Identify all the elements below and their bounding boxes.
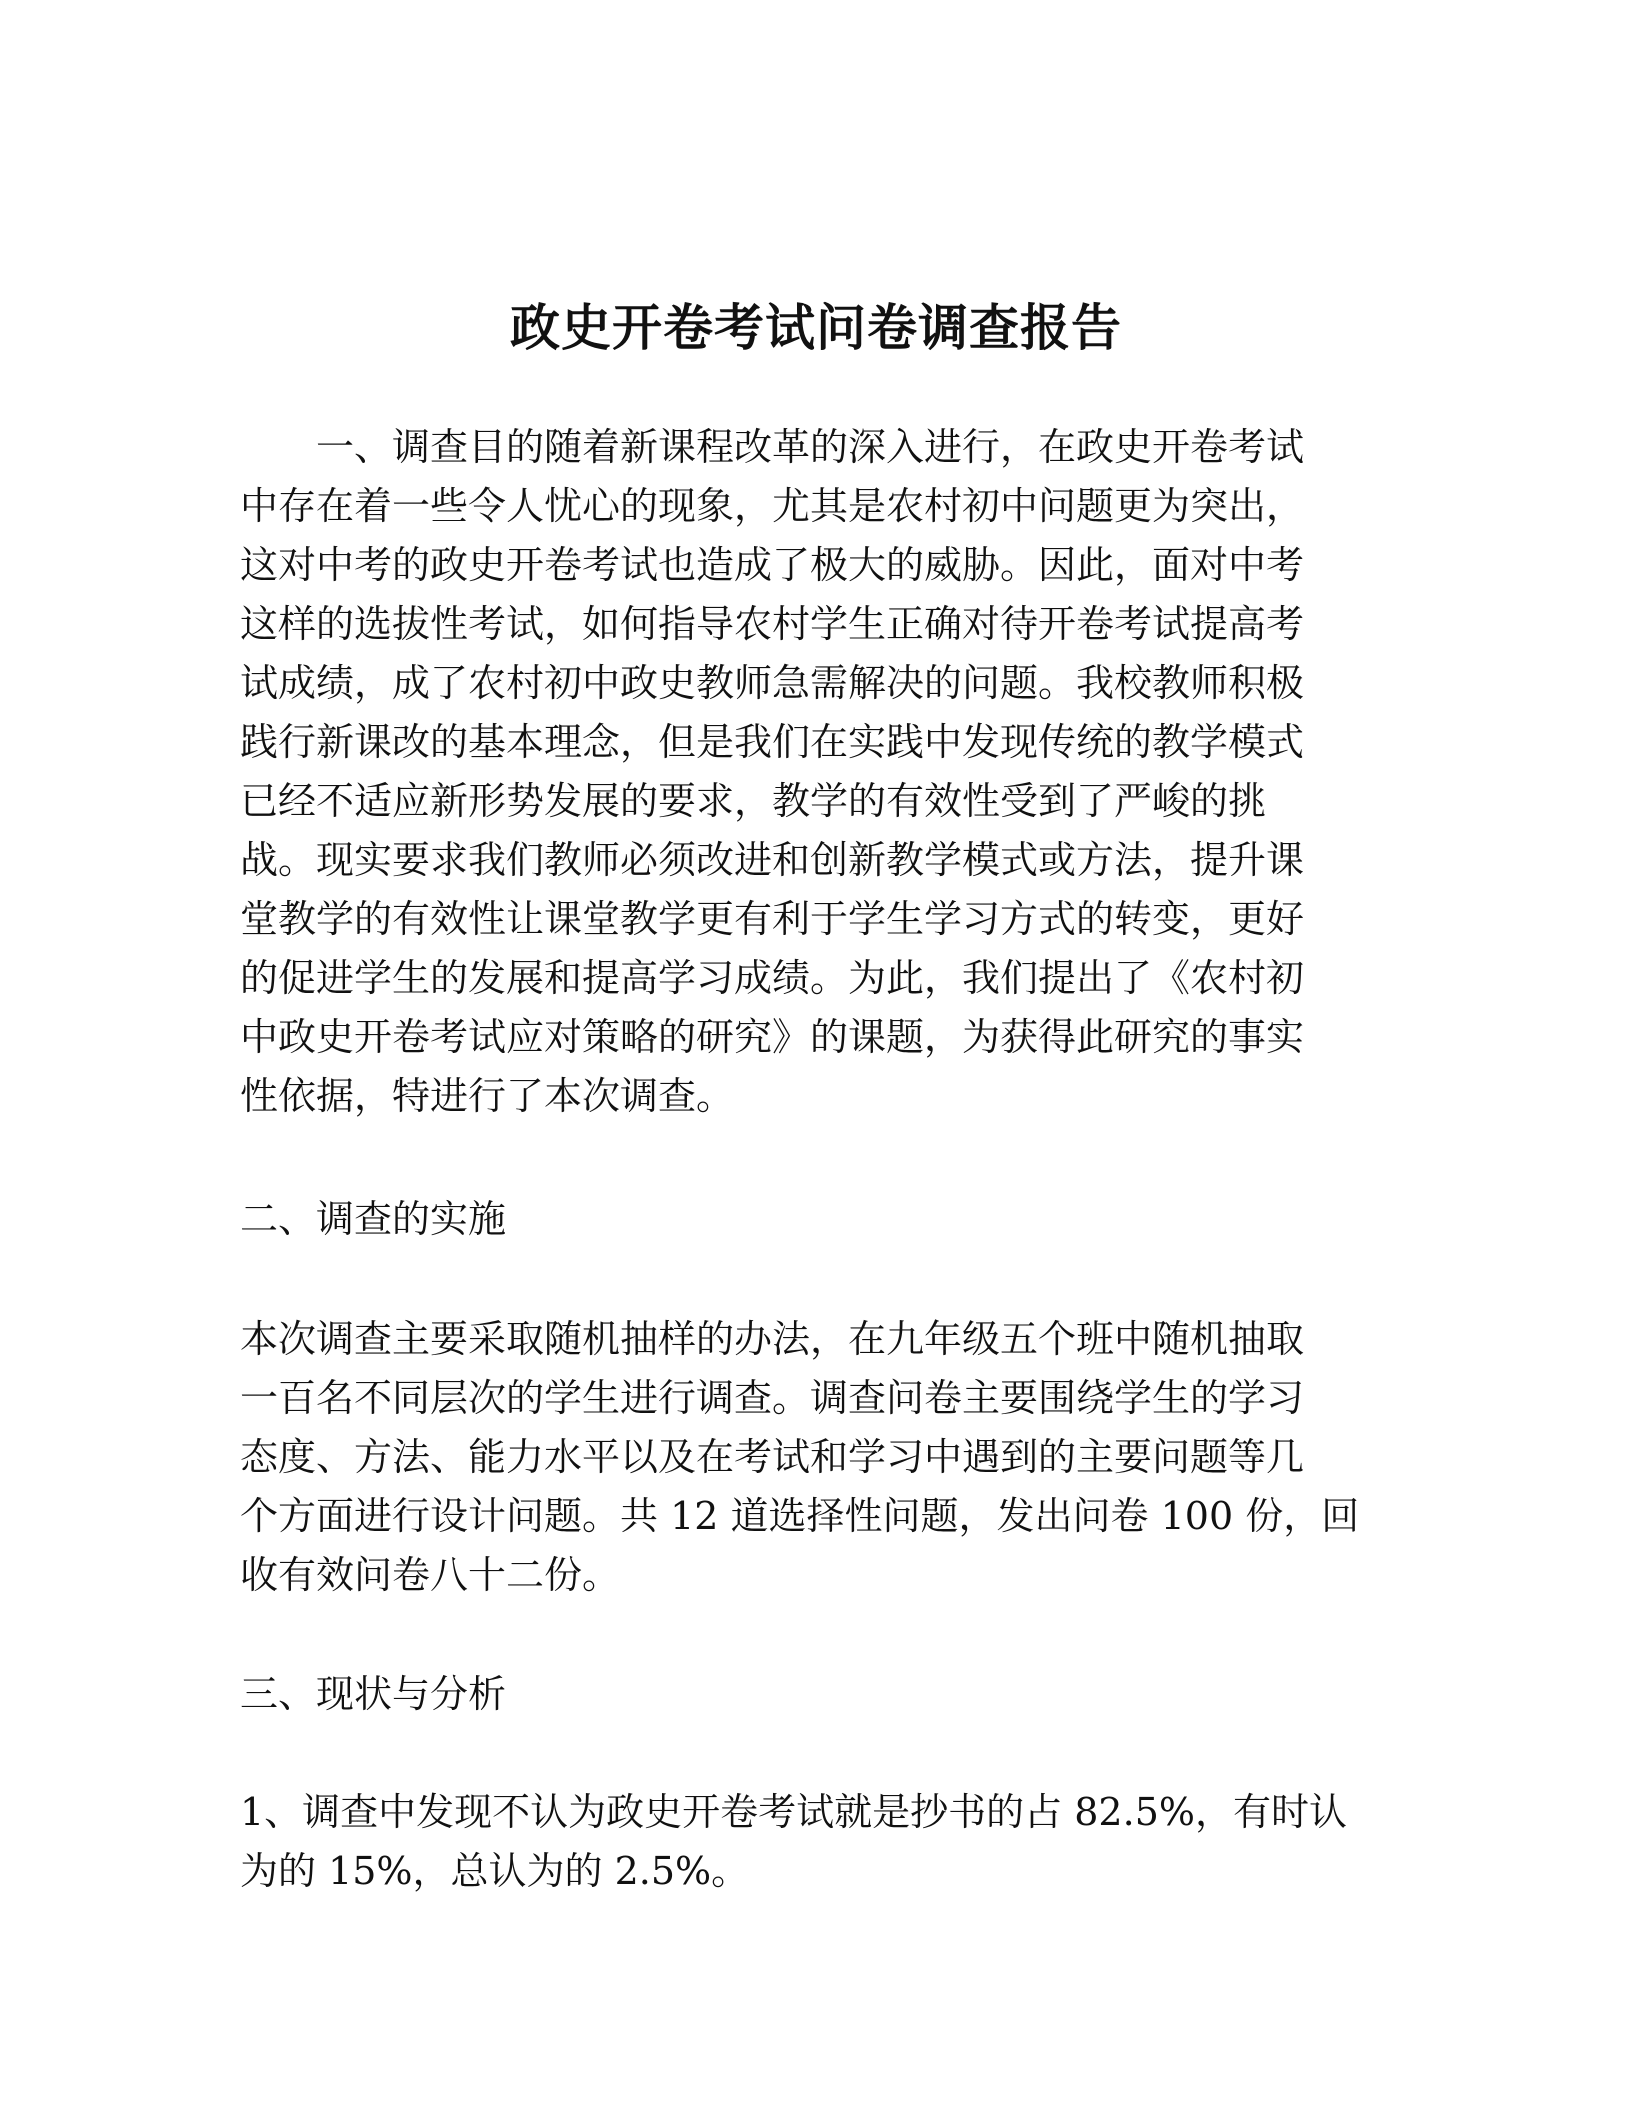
text-line: 收有效问卷八十二份。 bbox=[240, 1553, 621, 1597]
text-line: 中存在着一些令人忧心的现象，尤其是农村初中问题更为突出， bbox=[240, 484, 1305, 528]
section-implementation-paragraph bbox=[240, 1310, 1390, 1605]
text-line: 1、调查中发现不认为政史开卷考试就是抄书的占 82.5%，有时认 bbox=[240, 1790, 1347, 1834]
text-line: 一、调查目的随着新课程改革的深入进行，在政史开卷考试 bbox=[240, 425, 1305, 469]
text-line: 试成绩，成了农村初中政史教师急需解决的问题。我校教师积极 bbox=[240, 661, 1305, 705]
text-line: 性依据，特进行了本次调查。 bbox=[240, 1074, 735, 1118]
text-line: 这样的选拔性考试，如何指导农村学生正确对待开卷考试提高考 bbox=[240, 602, 1305, 646]
section-heading: 三、现状与分析 bbox=[240, 1672, 507, 1716]
section-implementation-heading bbox=[240, 1190, 1390, 1249]
text-line: 战。现实要求我们教师必须改进和创新教学模式或方法，提升课 bbox=[240, 838, 1305, 882]
section-heading: 二、调查的实施 bbox=[240, 1197, 507, 1241]
text-line: 的促进学生的发展和提高学习成绩。为此，我们提出了《农村初 bbox=[240, 956, 1305, 1000]
section-purpose-paragraph bbox=[240, 418, 1390, 1126]
text-line: 为的 15%，总认为的 2.5%。 bbox=[240, 1849, 750, 1893]
text-line: 中政史开卷考试应对策略的研究》的课题，为获得此研究的事实 bbox=[240, 1015, 1305, 1059]
text-line: 本次调查主要采取随机抽样的办法，在九年级五个班中随机抽取 bbox=[240, 1317, 1305, 1361]
text-line: 践行新课改的基本理念，但是我们在实践中发现传统的教学模式 bbox=[240, 720, 1305, 764]
section-analysis-heading bbox=[240, 1665, 1390, 1724]
section-analysis-paragraph bbox=[240, 1783, 1390, 1901]
document-title: 政史开卷考试问卷调查报告 bbox=[510, 298, 1122, 357]
text-line: 已经不适应新形势发展的要求，教学的有效性受到了严峻的挑 bbox=[240, 779, 1267, 823]
text-line: 堂教学的有效性让课堂教学更有利于学生学习方式的转变，更好 bbox=[240, 897, 1305, 941]
text-line: 个方面进行设计问题。共 12 道选择性问题，发出问卷 100 份，回 bbox=[240, 1494, 1360, 1538]
text-line: 态度、方法、能力水平以及在考试和学习中遇到的主要问题等几 bbox=[240, 1435, 1305, 1479]
text-line: 这对中考的政史开卷考试也造成了极大的威胁。因此，面对中考 bbox=[240, 543, 1305, 587]
text-line: 一百名不同层次的学生进行调查。调查问卷主要围绕学生的学习 bbox=[240, 1376, 1305, 1420]
